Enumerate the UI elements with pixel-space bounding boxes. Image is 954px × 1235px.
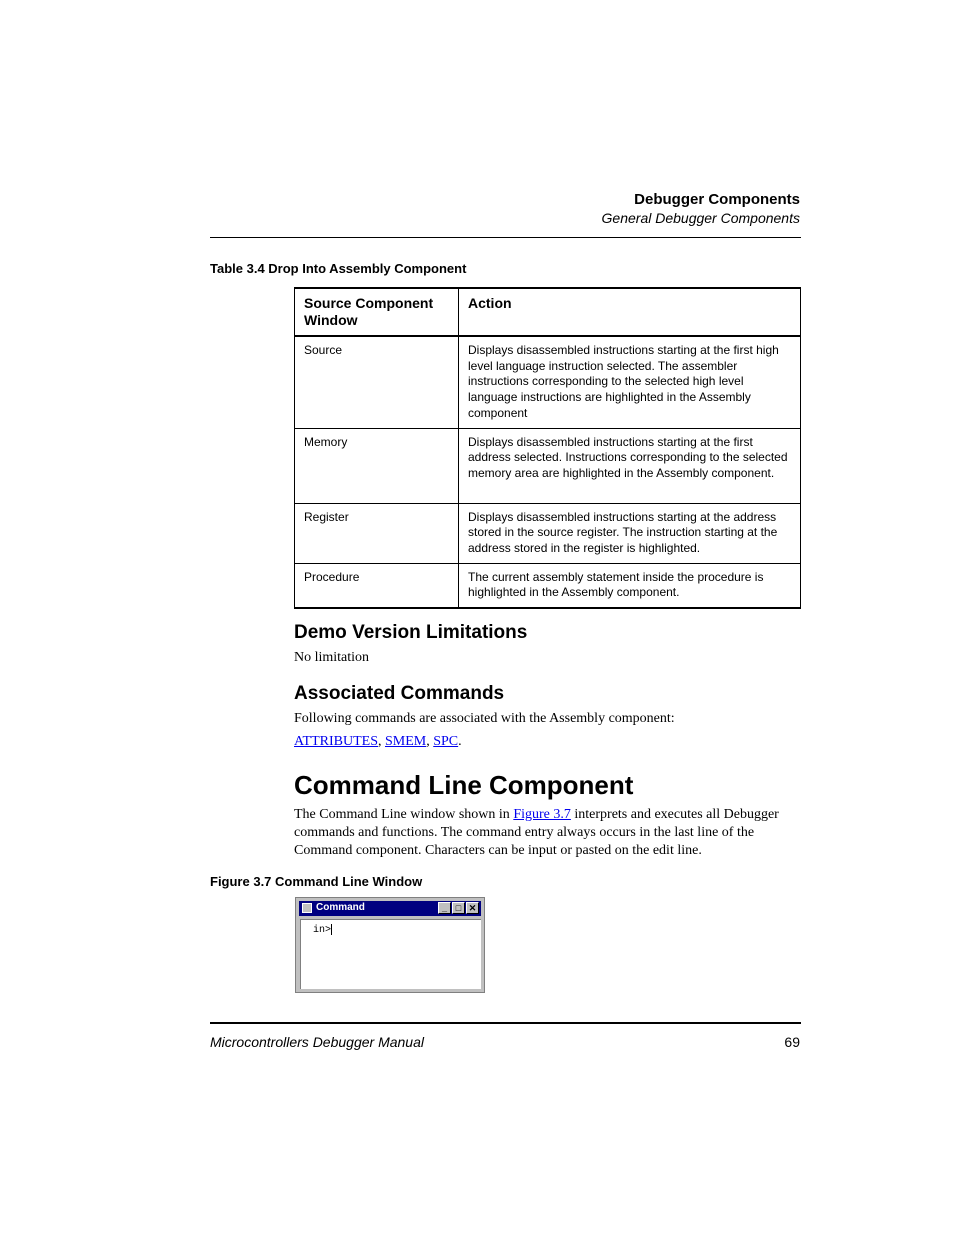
figure-caption: Figure 3.7 Command Line Window bbox=[210, 874, 423, 889]
header-rule bbox=[210, 237, 801, 238]
cell-source: Memory bbox=[295, 428, 459, 503]
footer-rule bbox=[210, 1022, 801, 1024]
command-client-area bbox=[300, 919, 481, 989]
close-icon: ✕ bbox=[466, 902, 479, 914]
link-attributes[interactable]: ATTRIBUTES bbox=[294, 734, 378, 749]
associated-commands-heading: Associated Commands bbox=[294, 683, 505, 704]
page-number: 69 bbox=[784, 1034, 800, 1050]
drop-into-assembly-table bbox=[294, 287, 801, 609]
table-row bbox=[295, 503, 801, 563]
minimize-icon: _ bbox=[438, 902, 451, 914]
window-title: Command bbox=[316, 902, 365, 913]
link-figure-3-7[interactable]: Figure 3.7 bbox=[513, 807, 571, 822]
command-line-paragraph bbox=[294, 806, 788, 860]
associated-commands-text: Following commands are associated with the Assembly component: bbox=[294, 711, 675, 726]
cell-source: Source bbox=[295, 336, 459, 428]
cell-source: Procedure bbox=[295, 563, 459, 608]
cell-action: Displays disassembled instructions starting at the first high level language instruction selected. The assembler instructions corresponding to the selected high level language instructions are highlighted in the Assembly component bbox=[459, 336, 801, 428]
paragraph-text-before: The Command Line window shown in bbox=[294, 807, 514, 822]
table-caption: Table 3.4 Drop Into Assembly Component bbox=[210, 261, 467, 276]
command-line-heading: Command Line Component bbox=[294, 770, 634, 800]
running-header-subtitle: General Debugger Components bbox=[601, 210, 800, 226]
window-titlebar bbox=[299, 901, 481, 916]
maximize-icon: □ bbox=[452, 902, 465, 914]
link-terminator: . bbox=[458, 734, 462, 749]
demo-limitations-heading: Demo Version Limitations bbox=[294, 622, 528, 643]
footer-manual-title: Microcontrollers Debugger Manual bbox=[210, 1034, 424, 1050]
table-row bbox=[295, 563, 801, 608]
command-window-figure bbox=[295, 897, 485, 993]
column-header-source: Source Component Window bbox=[295, 288, 459, 336]
running-header-title: Debugger Components bbox=[634, 191, 800, 208]
prompt-text: in> bbox=[313, 925, 332, 937]
link-separator: , bbox=[426, 734, 434, 749]
cell-action: Displays disassembled instructions starting at the address stored in the source register. The instruction starting at the address stored in the register is highlighted. bbox=[459, 503, 801, 563]
link-smem[interactable]: SMEM bbox=[385, 734, 427, 749]
demo-limitations-text: No limitation bbox=[294, 650, 370, 665]
window-system-icon bbox=[302, 903, 312, 913]
command-prompt bbox=[313, 924, 332, 936]
column-header-action: Action bbox=[459, 288, 801, 336]
link-spc[interactable]: SPC bbox=[433, 734, 459, 749]
link-separator: , bbox=[378, 734, 385, 749]
cell-action: Displays disassembled instructions starting at the first address selected. Instructions corresponding to the selected memory area are highlighted in the Assembly component. bbox=[459, 428, 801, 503]
associated-commands-links bbox=[294, 733, 462, 751]
table-row bbox=[295, 336, 801, 428]
paragraph-text-after: interprets and executes all Debugger commands and functions. The command entry always occurs in the last line of the Command component. Characters can be input or pasted on the edit line. bbox=[294, 807, 779, 858]
text-caret bbox=[331, 924, 332, 935]
cell-source: Register bbox=[295, 503, 459, 563]
table-header-row bbox=[295, 288, 801, 336]
cell-action: The current assembly statement inside the procedure is highlighted in the Assembly component. bbox=[459, 563, 801, 608]
table-row bbox=[295, 428, 801, 503]
